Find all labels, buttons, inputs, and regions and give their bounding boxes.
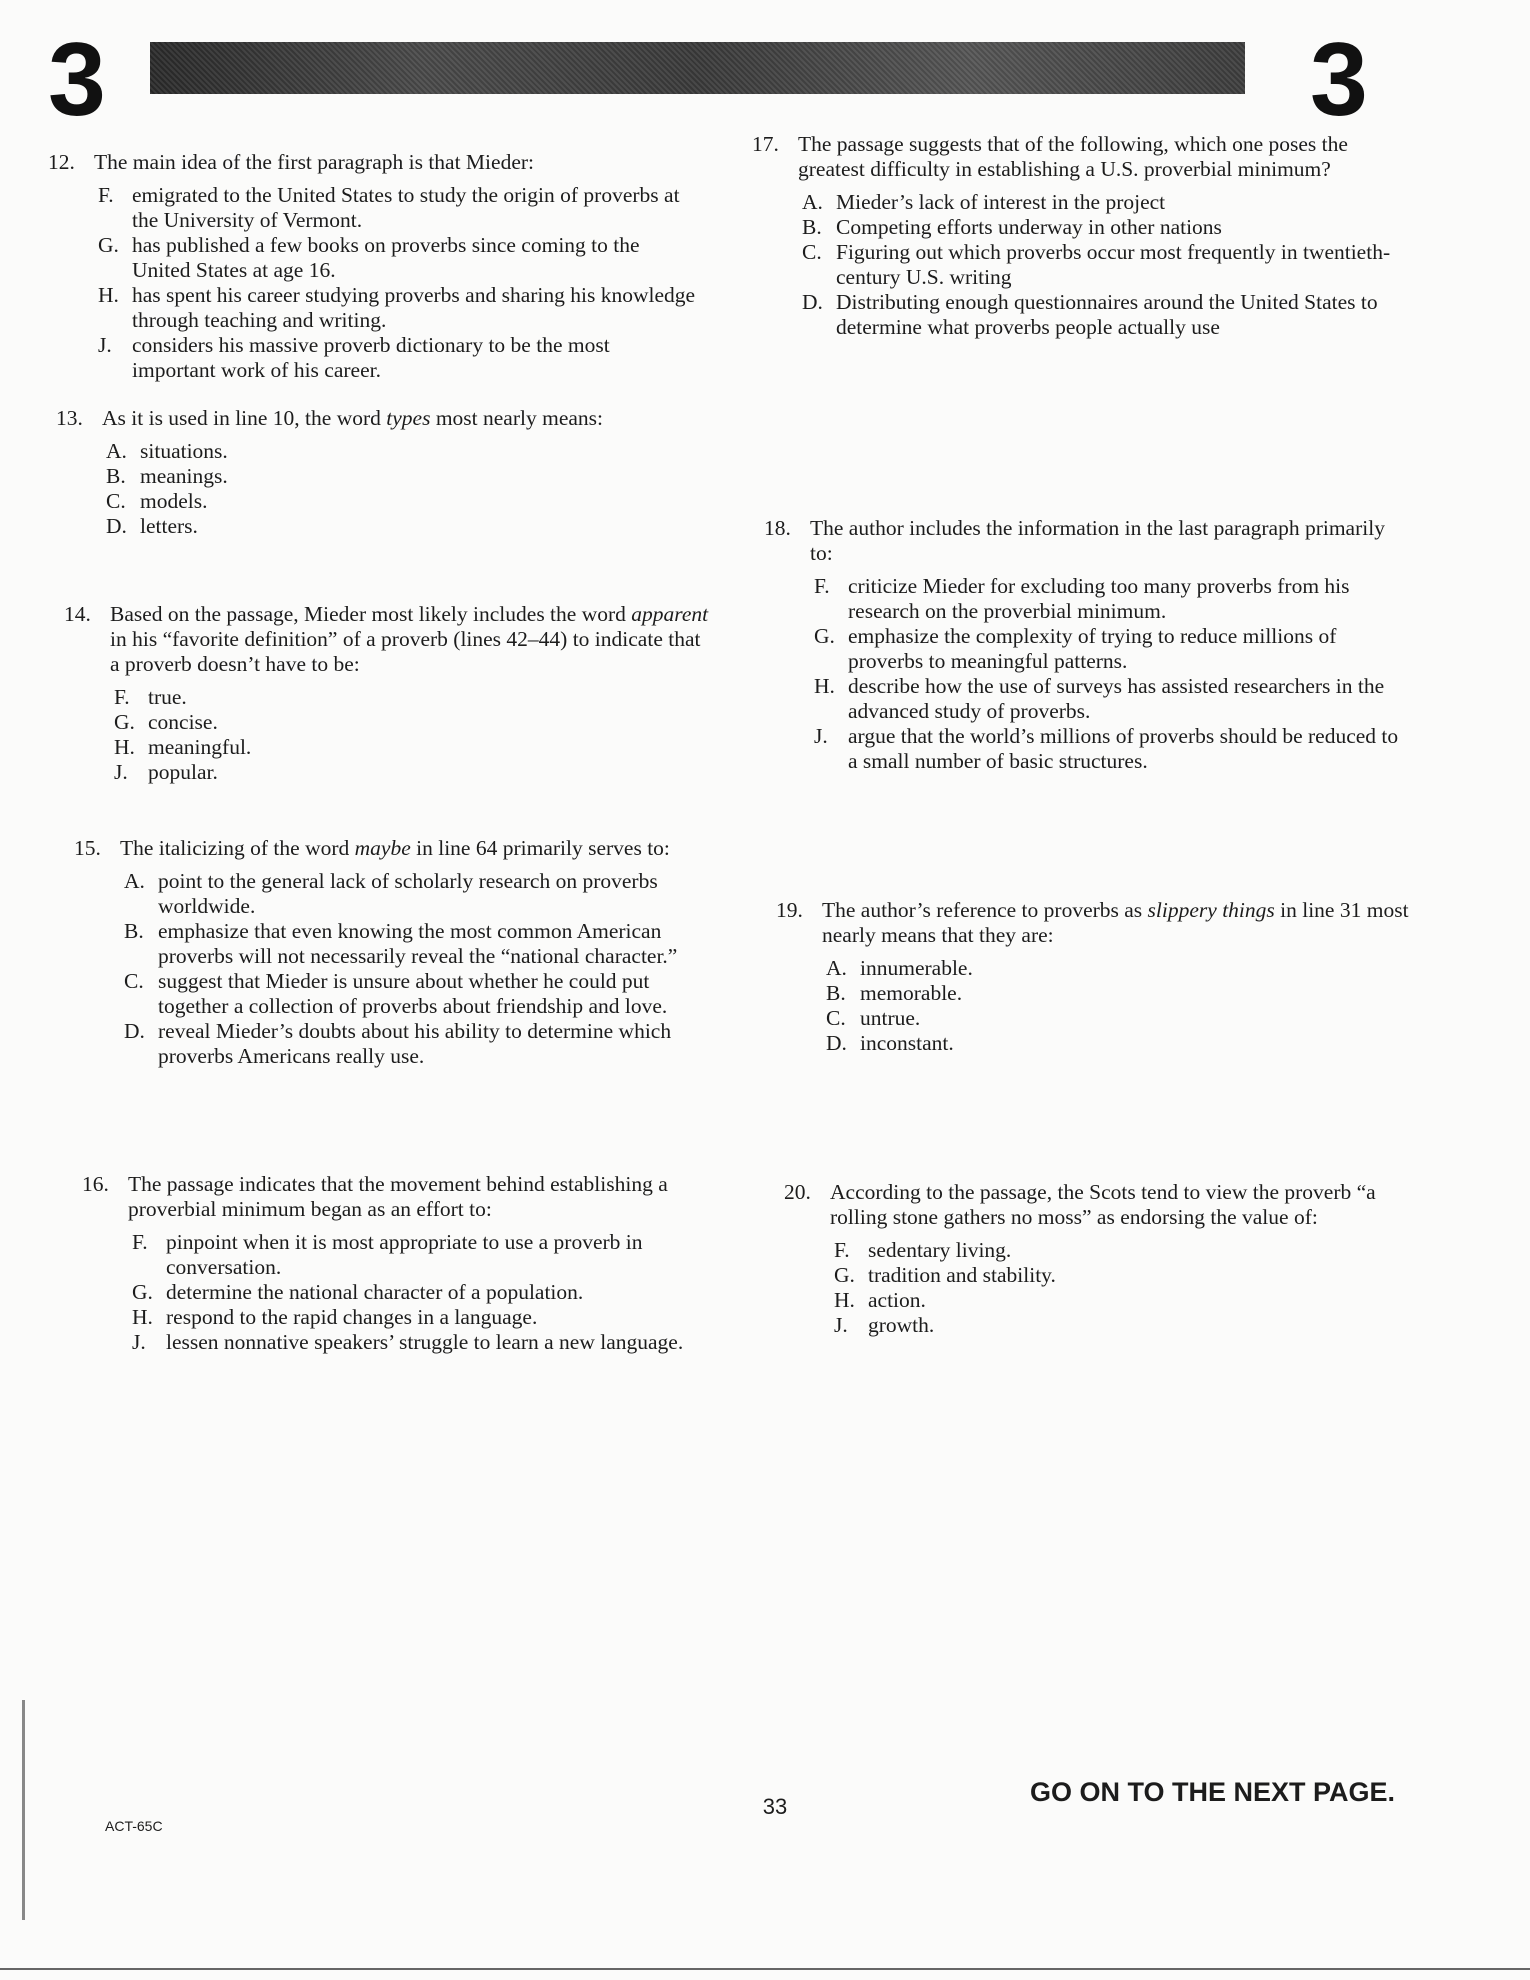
option-label: B. — [124, 919, 144, 943]
stem-text: According to the passage, the Scots tend to view the proverb “a rolling stone gathers no moss” as endorsing the value of: — [830, 1180, 1376, 1229]
question-stem — [752, 132, 1392, 182]
answer-option[interactable] — [124, 919, 724, 969]
answer-option[interactable] — [802, 190, 1392, 215]
answer-option[interactable] — [802, 215, 1392, 240]
question-number: 20. — [784, 1180, 811, 1204]
section-number-left: 3 — [48, 22, 106, 138]
option-label: C. — [802, 240, 822, 264]
question-number: 18. — [764, 516, 791, 540]
option-label: A. — [124, 869, 145, 893]
option-text: lessen nonnative speakers’ struggle to learn a new language. — [166, 1330, 684, 1354]
question-14 — [64, 602, 714, 785]
option-label: H. — [114, 735, 135, 759]
scan-edge-line — [0, 1968, 1530, 1970]
answer-option[interactable] — [826, 1006, 1416, 1031]
option-label: A. — [802, 190, 823, 214]
answer-option[interactable] — [132, 1280, 732, 1305]
stem-text-after: most nearly means: — [430, 406, 604, 430]
option-label: C. — [124, 969, 144, 993]
option-label: D. — [826, 1031, 847, 1055]
option-label: G. — [114, 710, 135, 734]
option-text: models. — [140, 489, 208, 513]
option-label: F. — [98, 183, 114, 207]
option-text: criticize Mieder for excluding too many proverbs from his research on the proverbial minimum. — [848, 574, 1350, 623]
option-label: H. — [132, 1305, 153, 1329]
option-label: J. — [114, 760, 128, 784]
option-label: F. — [834, 1238, 850, 1262]
option-text: argue that the world’s millions of proverbs should be reduced to a small number of basic structures. — [848, 724, 1399, 773]
option-label: F. — [114, 685, 130, 709]
answer-option[interactable] — [114, 760, 714, 785]
option-text: tradition and stability. — [868, 1263, 1056, 1287]
question-13 — [56, 406, 706, 539]
option-label: D. — [124, 1019, 145, 1043]
stem-text-before: Based on the passage, Mieder most likely includes the word — [110, 602, 632, 626]
question-stem — [82, 1172, 732, 1222]
option-text: emphasize that even knowing the most common American proverbs will not necessarily reveal the “national character.” — [158, 919, 678, 968]
question-stem — [776, 898, 1416, 948]
question-12 — [48, 150, 698, 383]
next-page-notice: GO ON TO THE NEXT PAGE. — [1030, 1777, 1396, 1807]
answer-option[interactable] — [814, 574, 1404, 624]
option-label: A. — [826, 956, 847, 980]
option-text: emigrated to the United States to study the origin of proverbs at the University of Vermont. — [132, 183, 680, 232]
option-text: pinpoint when it is most appropriate to use a proverb in conversation. — [166, 1230, 643, 1279]
scan-margin-mark — [22, 1700, 25, 1920]
option-text: considers his massive proverb dictionary to be the most important work of his career. — [132, 333, 610, 382]
stem-italic-word: apparent — [631, 602, 709, 626]
answer-option[interactable] — [106, 439, 706, 464]
question-stem — [74, 836, 724, 861]
stem-text-before: The italicizing of the word — [120, 836, 355, 860]
answer-option[interactable] — [802, 240, 1392, 290]
stem-text-after: in line 31 most nearly means that they are: — [822, 898, 1409, 947]
question-number: 12. — [48, 150, 75, 174]
option-text: true. — [148, 685, 187, 709]
answer-option[interactable] — [114, 735, 714, 760]
form-code: ACT-65C — [105, 1818, 163, 1834]
option-label: F. — [814, 574, 830, 598]
option-label: F. — [132, 1230, 148, 1254]
answer-option[interactable] — [834, 1263, 1424, 1288]
option-label: D. — [106, 514, 127, 538]
option-label: G. — [98, 233, 119, 257]
option-text: has published a few books on proverbs since coming to the United States at age 16. — [132, 233, 640, 282]
question-stem — [64, 602, 714, 677]
question-20 — [784, 1180, 1424, 1338]
option-text: has spent his career studying proverbs and sharing his knowledge through teaching and writing. — [132, 283, 696, 332]
answer-option[interactable] — [114, 685, 714, 710]
question-18 — [764, 516, 1404, 774]
question-number: 14. — [64, 602, 91, 626]
option-label: A. — [106, 439, 127, 463]
question-19 — [776, 898, 1416, 1056]
option-text: reveal Mieder’s doubts about his ability to determine which proverbs Americans really use. — [158, 1019, 672, 1068]
answer-option[interactable] — [106, 464, 706, 489]
option-text: untrue. — [860, 1006, 921, 1030]
answer-option[interactable] — [834, 1288, 1424, 1313]
option-label: C. — [106, 489, 126, 513]
answer-option[interactable] — [834, 1313, 1424, 1338]
option-text: innumerable. — [860, 956, 973, 980]
stem-text: The passage indicates that the movement behind establishing a proverbial minimum began as an effort to: — [128, 1172, 668, 1221]
answer-option[interactable] — [132, 1230, 732, 1280]
question-number: 13. — [56, 406, 83, 430]
option-text: action. — [868, 1288, 926, 1312]
option-text: Distributing enough questionnaires around the United States to determine what proverbs people actually use — [836, 290, 1378, 339]
answer-option[interactable] — [802, 290, 1392, 340]
answer-option[interactable] — [814, 674, 1404, 724]
option-text: point to the general lack of scholarly research on proverbs worldwide. — [158, 869, 658, 918]
option-label: C. — [826, 1006, 846, 1030]
question-number: 19. — [776, 898, 803, 922]
answer-option[interactable] — [124, 969, 724, 1019]
question-stem — [56, 406, 706, 431]
option-text: meaningful. — [148, 735, 252, 759]
stem-text-before: The author’s reference to proverbs as — [822, 898, 1148, 922]
question-stem — [764, 516, 1404, 566]
option-label: J. — [98, 333, 112, 357]
option-label: J. — [814, 724, 828, 748]
question-15 — [74, 836, 724, 1069]
question-16 — [82, 1172, 732, 1355]
stem-text-after: in his “favorite definition” of a proverb (lines 42–44) to indicate that a proverb doesn’t have to be: — [110, 627, 701, 676]
option-text: sedentary living. — [868, 1238, 1012, 1262]
answer-option[interactable] — [132, 1305, 732, 1330]
option-label: B. — [802, 215, 822, 239]
stem-text: The passage suggests that of the following, which one poses the greatest difficulty in establishing a U.S. proverbial minimum? — [798, 132, 1348, 181]
option-label: G. — [132, 1280, 153, 1304]
option-label: B. — [106, 464, 126, 488]
option-label: H. — [834, 1288, 855, 1312]
question-stem — [784, 1180, 1424, 1230]
stem-italic-word: maybe — [354, 836, 411, 860]
question-number: 16. — [82, 1172, 109, 1196]
page-number: 33 — [762, 1794, 788, 1819]
option-text: situations. — [140, 439, 228, 463]
answer-option[interactable] — [124, 1019, 724, 1069]
option-label: G. — [834, 1263, 855, 1287]
stem-italic-word: types — [386, 406, 431, 430]
stem-text: The main idea of the first paragraph is that Mieder: — [94, 150, 534, 174]
option-text: growth. — [868, 1313, 935, 1337]
option-label: J. — [834, 1313, 848, 1337]
answer-option[interactable] — [132, 1330, 732, 1355]
section-header-band — [150, 42, 1245, 94]
option-text: emphasize the complexity of trying to reduce millions of proverbs to meaningful patterns. — [848, 624, 1337, 673]
answer-option[interactable] — [106, 514, 706, 539]
answer-option[interactable] — [814, 724, 1404, 774]
answer-option[interactable] — [98, 283, 698, 333]
option-text: respond to the rapid changes in a language. — [166, 1305, 538, 1329]
option-text: inconstant. — [860, 1031, 954, 1055]
answer-option[interactable] — [826, 981, 1416, 1006]
stem-text-before: As it is used in line 10, the word — [102, 406, 387, 430]
option-text: determine the national character of a population. — [166, 1280, 584, 1304]
answer-option[interactable] — [834, 1238, 1424, 1263]
option-label: G. — [814, 624, 835, 648]
option-text: Figuring out which proverbs occur most frequently in twentieth-century U.S. writing — [836, 240, 1391, 289]
option-text: suggest that Mieder is unsure about whether he could put together a collection of proverbs about friendship and love. — [158, 969, 668, 1018]
answer-option[interactable] — [124, 869, 724, 919]
question-number: 15. — [74, 836, 101, 860]
stem-text: The author includes the information in the last paragraph primarily to: — [810, 516, 1385, 565]
answer-option[interactable] — [106, 489, 706, 514]
question-17 — [752, 132, 1392, 340]
answer-option[interactable] — [826, 1031, 1416, 1056]
stem-italic-word: slippery things — [1147, 898, 1275, 922]
option-label: H. — [814, 674, 835, 698]
option-text: Competing efforts underway in other nations — [836, 215, 1222, 239]
option-text: Mieder’s lack of interest in the project — [836, 190, 1166, 214]
option-label: D. — [802, 290, 823, 314]
question-stem — [48, 150, 698, 175]
option-text: concise. — [148, 710, 218, 734]
question-number: 17. — [752, 132, 779, 156]
answer-option[interactable] — [98, 333, 698, 383]
option-label: B. — [826, 981, 846, 1005]
answer-option[interactable] — [826, 956, 1416, 981]
option-text: popular. — [148, 760, 218, 784]
option-text: meanings. — [140, 464, 228, 488]
option-label: H. — [98, 283, 119, 307]
option-label: J. — [132, 1330, 146, 1354]
stem-text-after: in line 64 primarily serves to: — [410, 836, 670, 860]
answer-option[interactable] — [114, 710, 714, 735]
answer-option[interactable] — [98, 183, 698, 233]
answer-option[interactable] — [814, 624, 1404, 674]
option-text: describe how the use of surveys has assisted researchers in the advanced study of proverbs. — [848, 674, 1385, 723]
option-text: letters. — [140, 514, 198, 538]
answer-option[interactable] — [98, 233, 698, 283]
option-text: memorable. — [860, 981, 963, 1005]
section-number-right: 3 — [1310, 22, 1368, 138]
